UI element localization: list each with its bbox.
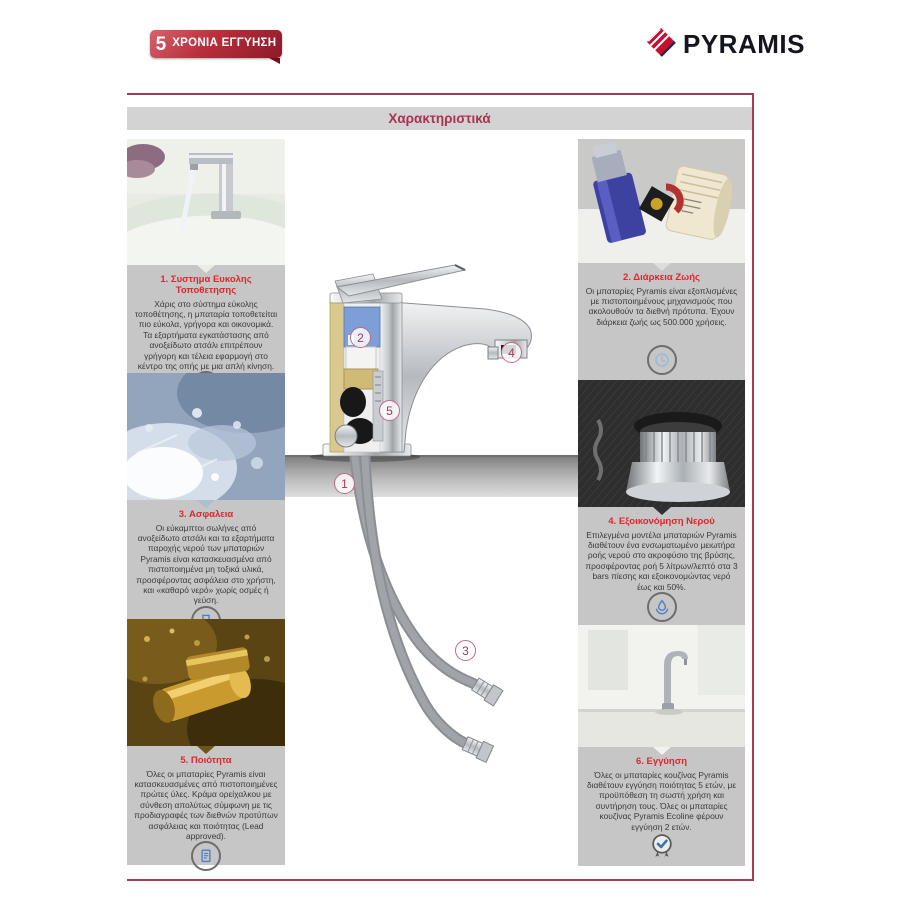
faucet-cutaway-diagram [285,139,578,765]
diagram-callout-2 [350,327,371,348]
photo-water-splash [127,373,285,500]
feature-title: 2. Διάρκεια Ζωής [623,272,700,283]
feature-title: 5. Ποιότητα [180,755,232,766]
feature-title: 6. Εγγύηση [635,756,688,767]
brand-name: PYRAMIS [683,29,805,59]
warranty-label: ΧΡΟΝΙΑ ΕΓΓΥΗΣΗ [172,37,277,50]
feature-block-2 [578,263,745,380]
frame-line-top [127,93,754,95]
callout-number: 2 [357,330,364,345]
photo-aerator-closeup [578,380,745,507]
feature-title: 1. Συστημα Ευκολης Τοποθετησης [160,274,252,296]
pyramis-logo [645,27,805,61]
callout-number: 4 [508,345,515,360]
feature-body: Όλες οι μπαταρίες Pyramis είναι κατασκευασμένες από πιστοποιημένες πρώτες ύλες. Κράμα ορείχαλκου με σύνθεση απολύτως σύμφωνη με τις προδιαγραφές των διεθνών προτύπων ασφάλειας και ποιότητας (Lead approved). [134,768,278,842]
diagram-callout-5 [379,400,400,421]
photo-cartridge-mechanism [578,139,745,263]
feature-title: 4. Εξοικονόμηση Νερού [608,516,715,527]
feature-body: Επιλεγμένα μοντέλα μπαταριών Pyramis διαθέτουν ένα ενσωματωμένο μειωτήρα ροής νερού στο ακροφύσιο της βρύσης, προσφέροντας ροή 5 λίτρων/λεπτό στα 3 bars πίεσης και εξοικονομώντας νερό έως και 50%. [585,529,738,592]
callout-number: 3 [462,643,469,658]
section-title: Χαρακτηριστικά [388,111,491,126]
diagram-callout-1 [334,473,355,494]
certificate-icon [191,841,221,871]
feature-body: Οι εύκαμπτοι σωλήνες από ανοξείδωτο ατσάλι και τα εξαρτήματα παροχής νερού των μπαταριών Pyramis είναι κατασκευασμένα από πιστοποιημένα μη τοξικά υλικά, προσφέροντας ασφάλεια στο χρήστη, και «καθαρό νερό» χωρίς οσμές ή γεύση. [136,522,276,606]
photo-brass-parts [127,619,285,746]
photo-faucet-on-sink [127,139,285,265]
quality-medal-icon [647,832,677,862]
feature-block-1 [127,265,285,373]
feature-body: Οι μπαταρίες Pyramis είναι εξοπλισμένες με πιστοποιημένους μηχανισμούς που ακολουθούν τα διεθνή πρότυπα. Έχουν διάρκεια ζωής ως 500.000 χρήσεις. [585,285,738,327]
diagram-callout-3 [455,640,476,661]
warranty-badge [150,30,282,58]
frame-line-right [752,93,754,881]
feature-block-4 [578,507,745,625]
feature-title: 3. Ασφαλεια [178,509,234,520]
callout-number: 1 [341,476,348,491]
feature-body: Χάρις στο σύστημα εύκολης τοποθέτησης, η μπαταρία τοποθετείται πιο εύκολα, γρήγορα και οικονομικά. Τα εξαρτήματα εγκατάστασης από ανοξείδωτο ατσάλι επιτρέπουν γρήγορη και τέλεια εφαρμογή στο κέντρο της οπής με μια απλή κίνηση. [134,298,278,372]
clock-icon [647,345,677,375]
pyramis-diamond-icon [645,26,677,63]
photo-faucet-white-counter [578,625,745,747]
feature-block-6 [578,747,745,866]
diagram-callout-4 [501,342,522,363]
section-header-band [127,107,752,130]
frame-line-bottom [127,879,754,881]
feature-body: Όλες οι μπαταρίες κουζίνας Pyramis διαθέτουν εγγύηση ποιότητας 5 ετών, με προϋπόθεση τη σωστή χρήση και συντήρηση τους. Όλες οι μπαταρίες κουζίνας Pyramis Ecoline φέρουν εγγύηση 2 ετών. [586,769,737,832]
callout-number: 5 [386,403,393,418]
feature-block-3 [127,500,285,619]
feature-block-5 [127,746,285,865]
water-saving-icon [647,592,677,622]
warranty-years: 5 [155,33,167,55]
